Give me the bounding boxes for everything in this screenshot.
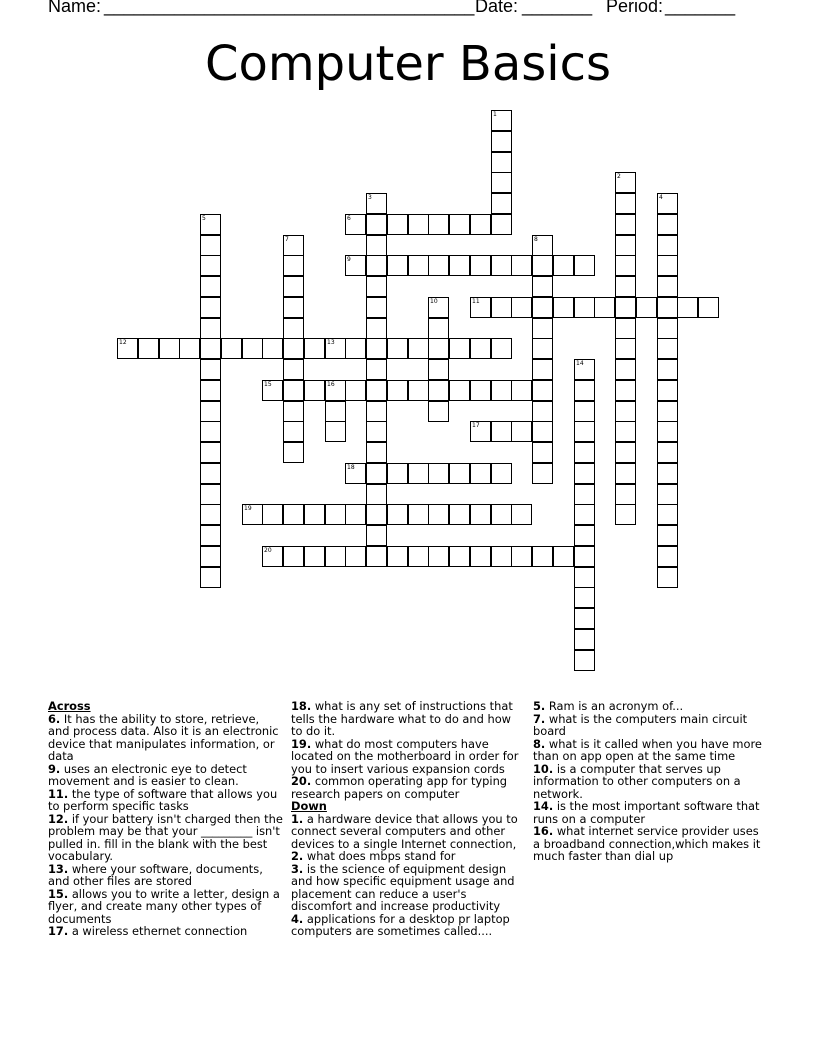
grid-cell[interactable] (387, 504, 408, 525)
grid-cell[interactable] (325, 401, 346, 422)
grid-cell[interactable] (304, 546, 325, 567)
grid-cell[interactable] (491, 255, 512, 276)
grid-cell[interactable] (428, 463, 449, 484)
grid-cell[interactable] (200, 484, 221, 505)
grid-cell[interactable] (200, 359, 221, 380)
grid-cell[interactable] (574, 255, 595, 276)
grid-cell[interactable] (615, 297, 636, 318)
clue-down: 1. a hardware device that allows you to connect several computers and other devices to a single Internet connection, (291, 811, 518, 851)
grid-cell[interactable] (594, 297, 615, 318)
grid-cell[interactable] (532, 421, 553, 442)
grid-cell[interactable] (511, 504, 532, 525)
grid-cell[interactable] (511, 421, 532, 442)
grid-cell[interactable] (657, 484, 678, 505)
date-blank[interactable]: _______ (522, 0, 593, 16)
grid-cell[interactable] (428, 318, 449, 339)
grid-cell[interactable] (532, 401, 553, 422)
clue-across: 11. the type of software that allows you to perform specific tasks (48, 786, 278, 813)
grid-cell[interactable] (200, 318, 221, 339)
grid-cell[interactable] (491, 193, 512, 214)
grid-cell[interactable] (283, 276, 304, 297)
grid-cell[interactable] (428, 255, 449, 276)
clue-number: 13 (327, 339, 335, 346)
grid-cell[interactable] (449, 504, 470, 525)
grid-cell[interactable] (532, 255, 553, 276)
grid-cell[interactable] (200, 235, 221, 256)
grid-cell[interactable] (657, 318, 678, 339)
across-heading: Across (48, 699, 91, 713)
clue-number: 7 (285, 236, 289, 243)
clue-across: 12. if your battery isn't charged then the problem may be that your _________ isn't pulled in. fill in the blank with the best vocabulary. (48, 811, 283, 863)
grid-cell[interactable] (408, 214, 429, 235)
clue-down: 10. is a computer that serves up information to other computers on a network. (533, 761, 741, 801)
grid-cell[interactable] (511, 546, 532, 567)
clue-across: 19. what do most computers have located on the motherboard in order for you to insert various expansion cords (291, 736, 519, 776)
clue-number: 11 (472, 298, 480, 305)
grid-cell[interactable] (200, 421, 221, 442)
grid-cell[interactable] (615, 235, 636, 256)
grid-cell[interactable] (428, 338, 449, 359)
grid-cell[interactable] (657, 297, 678, 318)
grid-cell[interactable] (304, 504, 325, 525)
clue-number: 5 (202, 215, 206, 222)
grid-cell[interactable] (408, 463, 429, 484)
grid-cell[interactable] (449, 338, 470, 359)
grid-cell[interactable] (408, 255, 429, 276)
grid-cell[interactable] (574, 442, 595, 463)
grid-cell[interactable] (283, 442, 304, 463)
clue-number: 4 (659, 194, 663, 201)
grid-cell[interactable] (387, 380, 408, 401)
grid-cell[interactable] (449, 214, 470, 235)
grid-cell[interactable] (574, 484, 595, 505)
grid-cell[interactable] (200, 297, 221, 318)
grid-cell[interactable] (366, 297, 387, 318)
clue-number: 2 (617, 173, 621, 180)
grid-cell[interactable] (200, 401, 221, 422)
grid-cell[interactable] (470, 546, 491, 567)
grid-cell[interactable] (574, 504, 595, 525)
grid-cell[interactable] (428, 380, 449, 401)
grid-cell[interactable] (366, 318, 387, 339)
grid-cell[interactable] (574, 546, 595, 567)
grid-cell[interactable] (470, 380, 491, 401)
grid-cell[interactable] (408, 504, 429, 525)
grid-cell[interactable] (366, 235, 387, 256)
grid-cell[interactable] (366, 484, 387, 505)
grid-cell[interactable] (449, 546, 470, 567)
clue-down: 14. is the most important software that runs on a computer (533, 799, 760, 826)
grid-cell[interactable] (657, 421, 678, 442)
clue-across: 13. where your software, documents, and other files are stored (48, 861, 263, 888)
grid-cell[interactable] (366, 442, 387, 463)
grid-cell[interactable] (615, 318, 636, 339)
grid-cell[interactable] (470, 214, 491, 235)
grid-cell[interactable] (574, 421, 595, 442)
grid-cell[interactable] (221, 338, 242, 359)
grid-cell[interactable] (283, 546, 304, 567)
date-label: Date: (475, 0, 519, 16)
grid-cell[interactable] (387, 214, 408, 235)
grid-cell[interactable] (200, 463, 221, 484)
grid-cell[interactable] (657, 504, 678, 525)
clue-down: 16. what internet service provider uses a broadband connection,which makes it much faster than dial up (533, 824, 761, 863)
clue-across: 17. a wireless ethernet connection (48, 924, 248, 938)
grid-cell[interactable] (657, 214, 678, 235)
down-heading: Down (291, 799, 327, 813)
clue-across: 6. It has the ability to store, retrieve, and process data. Also it is an electronic device that manipulates information, or data (48, 711, 279, 763)
grid-cell[interactable] (574, 297, 595, 318)
grid-cell[interactable] (615, 484, 636, 505)
grid-cell[interactable] (657, 401, 678, 422)
grid-cell[interactable] (657, 276, 678, 297)
grid-cell[interactable] (615, 380, 636, 401)
grid-cell[interactable] (387, 546, 408, 567)
clues-column-2 (291, 700, 523, 938)
clue-across: 20. common operating app for typing research papers on computer (291, 774, 508, 801)
grid-cell[interactable] (532, 318, 553, 339)
grid-cell[interactable] (408, 546, 429, 567)
grid-cell[interactable] (491, 463, 512, 484)
grid-cell[interactable] (387, 463, 408, 484)
grid-cell[interactable] (470, 463, 491, 484)
grid-cell[interactable] (428, 401, 449, 422)
clue-across: 18. what is any set of instructions that tells the hardware what to do and how to do it. (291, 699, 513, 738)
grid-cell[interactable] (657, 546, 678, 567)
clue-number: 9 (347, 256, 351, 263)
clue-down: 2. what does mbps stand for (291, 849, 456, 863)
clue-number: 3 (368, 194, 372, 201)
grid-cell[interactable] (491, 421, 512, 442)
clue-number: 17 (472, 422, 480, 429)
grid-cell[interactable] (615, 504, 636, 525)
grid-cell[interactable] (553, 546, 574, 567)
grid-cell[interactable] (615, 214, 636, 235)
clue-number: 8 (534, 236, 538, 243)
clue-number: 18 (347, 464, 355, 471)
grid-cell[interactable] (325, 421, 346, 442)
grid-cell[interactable] (470, 504, 491, 525)
grid-cell[interactable] (532, 546, 553, 567)
grid-cell[interactable] (283, 359, 304, 380)
clue-number: 19 (244, 505, 252, 512)
grid-cell[interactable] (532, 463, 553, 484)
grid-cell[interactable] (574, 401, 595, 422)
clue-number: 15 (264, 381, 272, 388)
grid-cell[interactable] (366, 421, 387, 442)
grid-cell[interactable] (657, 463, 678, 484)
grid-cell[interactable] (491, 380, 512, 401)
grid-cell[interactable] (138, 338, 159, 359)
grid-cell[interactable] (408, 380, 429, 401)
grid-cell[interactable] (491, 546, 512, 567)
grid-cell[interactable] (428, 546, 449, 567)
clue-number: 16 (327, 381, 335, 388)
grid-cell[interactable] (511, 255, 532, 276)
grid-cell[interactable] (200, 442, 221, 463)
grid-cell[interactable] (657, 380, 678, 401)
grid-cell[interactable] (304, 380, 325, 401)
name-label: Name: (48, 0, 102, 16)
grid-cell[interactable] (657, 525, 678, 546)
clue-down: 7. what is the computers main circuit board (533, 711, 748, 738)
clue-down: 4. applications for a desktop pr laptop computers are sometimes called.... (291, 911, 510, 938)
clue-number: 6 (347, 215, 351, 222)
clue-down: 5. Ram is an acronym of... (533, 699, 684, 713)
grid-cell[interactable] (200, 338, 221, 359)
grid-cell[interactable] (615, 276, 636, 297)
page-title: Computer Basics (205, 36, 611, 92)
grid-cell[interactable] (366, 525, 387, 546)
grid-cell[interactable] (345, 380, 366, 401)
grid-cell[interactable] (532, 276, 553, 297)
clue-number: 20 (264, 547, 272, 554)
clue-down: 3. is the science of equipment design and how specific equipment usage and placement can reduce a user's discomfort and increase productivity (291, 861, 515, 913)
period-blank[interactable]: _______ (665, 0, 736, 16)
clue-number: 1 (493, 111, 497, 118)
grid-cell[interactable] (574, 608, 595, 629)
clues-column-1 (48, 700, 284, 938)
grid-cell[interactable] (553, 297, 574, 318)
grid-cell[interactable] (366, 276, 387, 297)
grid-cell[interactable] (283, 255, 304, 276)
grid-cell[interactable] (636, 297, 657, 318)
grid-cell[interactable] (449, 380, 470, 401)
grid-cell[interactable] (532, 359, 553, 380)
grid-cell[interactable] (366, 463, 387, 484)
grid-cell[interactable] (491, 504, 512, 525)
grid-cell[interactable] (304, 338, 325, 359)
grid-cell[interactable] (159, 338, 180, 359)
grid-cell[interactable] (615, 463, 636, 484)
grid-cell[interactable] (677, 297, 698, 318)
grid-cell[interactable] (491, 338, 512, 359)
grid-cell[interactable] (283, 297, 304, 318)
grid-cell[interactable] (283, 338, 304, 359)
grid-cell[interactable] (615, 401, 636, 422)
grid-cell[interactable] (366, 504, 387, 525)
grid-cell[interactable] (532, 380, 553, 401)
clue-across: 9. uses an electronic eye to detect movement and is easier to clean. (48, 761, 247, 788)
grid-cell[interactable] (283, 401, 304, 422)
grid-cell[interactable] (615, 421, 636, 442)
clue-number: 14 (576, 360, 584, 367)
grid-cell[interactable] (366, 401, 387, 422)
grid-cell[interactable] (574, 463, 595, 484)
grid-cell[interactable] (387, 255, 408, 276)
grid-cell[interactable] (532, 338, 553, 359)
grid-cell[interactable] (242, 338, 263, 359)
grid-cell[interactable] (283, 318, 304, 339)
grid-cell[interactable] (200, 380, 221, 401)
grid-cell[interactable] (553, 255, 574, 276)
grid-cell[interactable] (325, 504, 346, 525)
grid-cell[interactable] (470, 255, 491, 276)
grid-cell[interactable] (428, 504, 449, 525)
grid-cell[interactable] (657, 235, 678, 256)
grid-cell[interactable] (200, 276, 221, 297)
grid-cell[interactable] (491, 172, 512, 193)
clue-number: 10 (430, 298, 438, 305)
name-blank[interactable]: _____________________________________ (104, 0, 475, 16)
grid-cell[interactable] (491, 297, 512, 318)
grid-cell[interactable] (428, 214, 449, 235)
grid-cell[interactable] (574, 380, 595, 401)
grid-cell[interactable] (428, 359, 449, 380)
grid-cell[interactable] (657, 567, 678, 588)
grid-cell[interactable] (491, 131, 512, 152)
grid-cell[interactable] (200, 546, 221, 567)
grid-cell[interactable] (262, 504, 283, 525)
grid-cell[interactable] (511, 380, 532, 401)
grid-cell[interactable] (657, 442, 678, 463)
grid-cell[interactable] (698, 297, 719, 318)
grid-cell[interactable] (366, 255, 387, 276)
grid-cell[interactable] (574, 650, 595, 671)
grid-cell[interactable] (283, 380, 304, 401)
grid-cell[interactable] (574, 629, 595, 650)
grid-cell[interactable] (615, 338, 636, 359)
grid-cell[interactable] (657, 359, 678, 380)
grid-cell[interactable] (408, 338, 429, 359)
grid-cell[interactable] (387, 338, 408, 359)
grid-cell[interactable] (615, 193, 636, 214)
grid-cell[interactable] (200, 255, 221, 276)
grid-cell[interactable] (491, 152, 512, 173)
period-label: Period: (606, 0, 664, 16)
grid-cell[interactable] (325, 546, 346, 567)
grid-cell[interactable] (345, 504, 366, 525)
grid-cell[interactable] (345, 338, 366, 359)
grid-cell[interactable] (511, 297, 532, 318)
grid-cell[interactable] (574, 525, 595, 546)
grid-cell[interactable] (283, 504, 304, 525)
grid-cell[interactable] (574, 567, 595, 588)
grid-cell[interactable] (345, 546, 366, 567)
clue-number: 12 (119, 339, 127, 346)
grid-cell[interactable] (491, 214, 512, 235)
clues-column-3 (533, 700, 769, 863)
grid-cell[interactable] (200, 525, 221, 546)
grid-cell[interactable] (366, 359, 387, 380)
grid-cell[interactable] (366, 214, 387, 235)
grid-cell[interactable] (657, 338, 678, 359)
grid-cell[interactable] (283, 421, 304, 442)
grid-cell[interactable] (262, 338, 283, 359)
grid-cell[interactable] (615, 442, 636, 463)
grid-cell[interactable] (366, 338, 387, 359)
grid-cell[interactable] (200, 504, 221, 525)
grid-cell[interactable] (179, 338, 200, 359)
grid-cell[interactable] (615, 255, 636, 276)
grid-cell[interactable] (470, 338, 491, 359)
grid-cell[interactable] (366, 380, 387, 401)
grid-cell[interactable] (574, 587, 595, 608)
clue-across: 15. allows you to write a letter, design a flyer, and create many other types of documents (48, 886, 280, 926)
grid-cell[interactable] (615, 359, 636, 380)
grid-cell[interactable] (532, 442, 553, 463)
grid-cell[interactable] (449, 463, 470, 484)
grid-cell[interactable] (366, 546, 387, 567)
grid-cell[interactable] (449, 255, 470, 276)
grid-cell[interactable] (657, 255, 678, 276)
grid-cell[interactable] (532, 297, 553, 318)
clue-down: 8. what is it called when you have more than on app open at the same time (533, 736, 762, 763)
grid-cell[interactable] (200, 567, 221, 588)
